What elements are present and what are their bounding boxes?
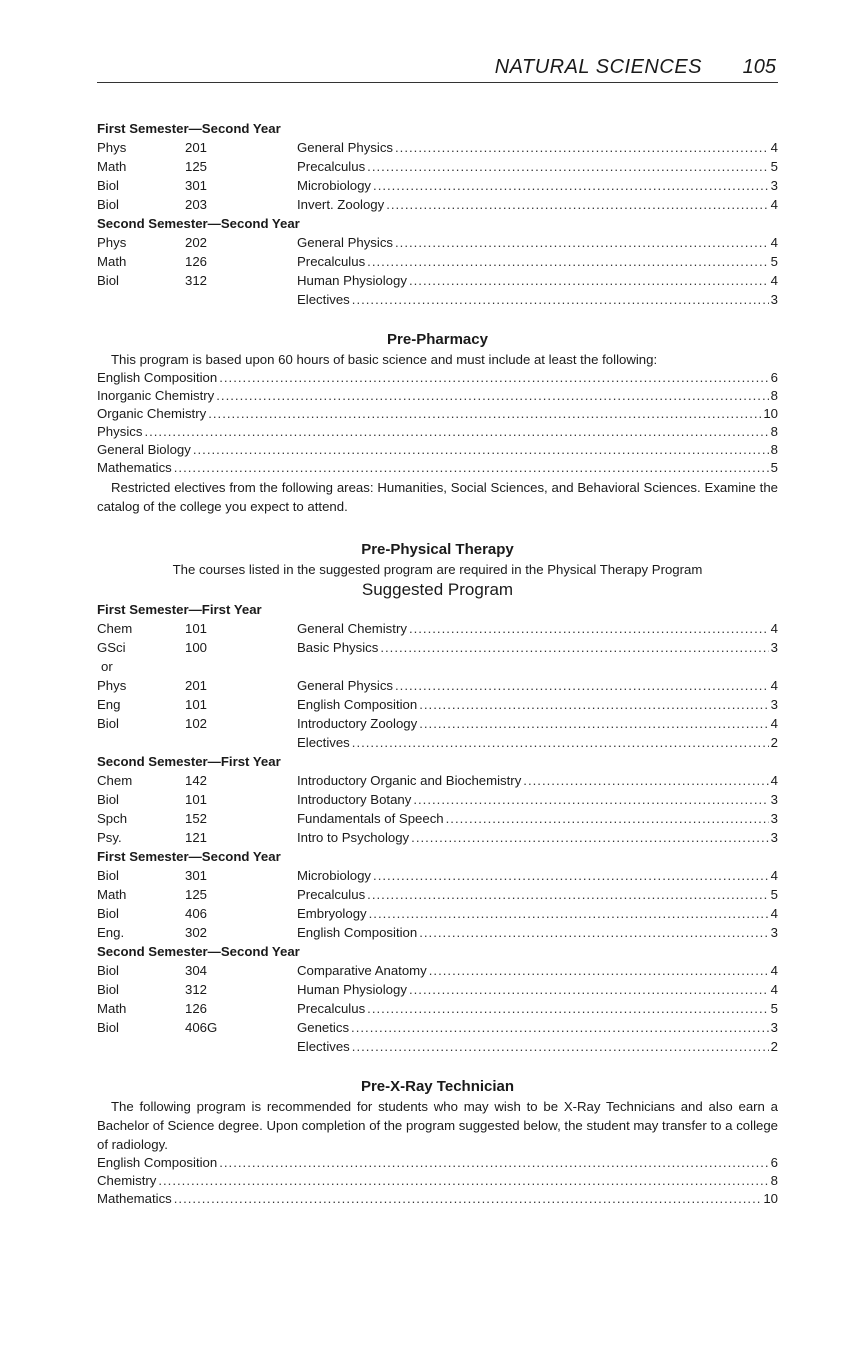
dot-leader [411,828,769,847]
credit-hours: 8 [770,1173,778,1188]
course-row [97,176,778,195]
requirement-row [97,369,778,387]
credit-hours: 4 [770,235,778,250]
semester-heading: First Semester—First Year [97,602,262,617]
dot-leader [373,176,769,195]
course-title: English Composition [297,925,418,940]
course-title: Precalculus [297,254,366,269]
course-number: 312 [185,982,208,997]
course-title: Comparative Anatomy [297,963,427,978]
credit-hours: 3 [770,925,778,940]
dot-leader [409,619,769,638]
course-title: Human Physiology [297,273,407,288]
credit-hours: 4 [770,197,778,212]
credit-hours: 5 [770,887,778,902]
credit-hours: 4 [770,963,778,978]
course-number: 121 [185,830,208,845]
course-row [97,771,778,790]
course-subject: Biol [97,1020,119,1035]
course-subject: Eng. [97,925,125,940]
dot-leader [219,369,768,387]
course-title: Basic Physics [297,640,379,655]
dot-leader [419,923,768,942]
course-subject: Biol [97,982,119,997]
course-subject: Biol [97,273,119,288]
course-title: General Biology [97,442,191,457]
credit-hours: 5 [770,159,778,174]
course-subject: Biol [97,868,119,883]
credit-hours: 3 [770,811,778,826]
credit-hours: 4 [770,868,778,883]
course-subject: Biol [97,906,119,921]
credit-hours: 10 [763,1191,778,1206]
course-title: General Physics [297,140,394,155]
course-row [97,233,778,252]
course-row [97,619,778,638]
credit-hours: 2 [770,1039,778,1054]
course-row [97,714,778,733]
credit-hours: 3 [770,697,778,712]
dot-leader [395,138,769,157]
semester-heading: Second Semester—Second Year [97,944,300,959]
credit-hours: 4 [770,982,778,997]
course-number: 301 [185,868,208,883]
dot-leader [395,676,769,695]
course-number: 125 [185,887,208,902]
course-row [97,885,778,904]
course-number: 301 [185,178,208,193]
course-title: Introductory Organic and Biochemistry [297,773,522,788]
dot-leader [446,809,769,828]
dot-leader [352,290,769,309]
section-intro: The courses listed in the suggested program are required in the Physical Therapy Program [172,562,703,577]
dot-leader [352,1037,769,1056]
course-number: 201 [185,678,208,693]
dot-leader [419,714,768,733]
credit-hours: 3 [770,1020,778,1035]
dot-leader [208,405,761,423]
course-title: General Chemistry [297,621,407,636]
dot-leader [523,771,768,790]
credit-hours: 4 [770,773,778,788]
credit-hours: 8 [770,424,778,439]
course-subject: Chem [97,621,133,636]
course-subject: Math [97,887,127,902]
credit-hours: 8 [770,388,778,403]
course-row [97,809,778,828]
course-row [97,195,778,214]
or-label: or [101,659,113,674]
course-row [97,866,778,885]
course-row [97,252,778,271]
course-number: 100 [185,640,208,655]
requirement-row [97,387,778,405]
section-intro: This program is based upon 60 hours of basic science and must include at least the following: [111,352,658,367]
course-number: 406G [185,1020,218,1035]
course-subject: Math [97,254,127,269]
credit-hours: 10 [763,406,778,421]
course-number: 302 [185,925,208,940]
course-title: Mathematics [97,1191,172,1206]
course-row [97,961,778,980]
credit-hours: 4 [770,678,778,693]
course-row [97,1018,778,1037]
course-title: Electives [297,1039,350,1054]
course-number: 202 [185,235,208,250]
course-number: 126 [185,1001,208,1016]
course-title: Human Physiology [297,982,407,997]
semester-heading: Second Semester—First Year [97,754,281,769]
course-subject: Biol [97,178,119,193]
course-subject: Chem [97,773,133,788]
course-number: 142 [185,773,208,788]
course-title: Introductory Zoology [297,716,418,731]
course-number: 406 [185,906,208,921]
semester-heading: First Semester—Second Year [97,121,281,136]
dot-leader [193,441,769,459]
dot-leader [413,790,768,809]
course-subject: Biol [97,197,119,212]
course-title: Precalculus [297,159,366,174]
course-subject: Phys [97,678,127,693]
dot-leader [395,233,769,252]
course-row [97,999,778,1018]
credit-hours: 5 [770,460,778,475]
course-number: 101 [185,792,208,807]
requirement-row [97,423,778,441]
course-row [97,290,778,309]
course-title: Mathematics [97,460,172,475]
dot-leader [158,1172,768,1190]
course-title: General Physics [297,235,394,250]
credit-hours: 2 [770,735,778,750]
dot-leader [367,157,768,176]
dot-leader [369,904,769,923]
dot-leader [367,999,768,1018]
course-subject: Math [97,159,127,174]
dot-leader [219,1154,768,1172]
requirement-row [97,1154,778,1172]
course-subject: Math [97,1001,127,1016]
section-title: NATURAL SCIENCES [494,56,702,78]
credit-hours: 8 [770,442,778,457]
course-subject: Phys [97,235,127,250]
course-title: Electives [297,735,350,750]
course-title: Intro to Psychology [297,830,410,845]
course-row [97,1037,778,1056]
course-row [97,904,778,923]
course-number: 304 [185,963,208,978]
course-row [97,638,778,657]
pre-xray-section [97,1076,778,1208]
requirement-row [97,441,778,459]
dot-leader [373,866,769,885]
course-subject: GSci [97,640,126,655]
course-number: 152 [185,811,208,826]
course-row [97,733,778,752]
course-row [97,157,778,176]
course-title: Genetics [297,1020,350,1035]
dot-leader [419,695,768,714]
requirement-row [97,1190,778,1208]
dot-leader [216,387,768,405]
course-number: 102 [185,716,208,731]
credit-hours: 4 [770,621,778,636]
dot-leader [429,961,769,980]
course-subject: Biol [97,963,119,978]
course-number: 203 [185,197,208,212]
credit-hours: 4 [770,716,778,731]
course-subject: Biol [97,792,119,807]
course-title: Microbiology [297,178,372,193]
course-title: Inorganic Chemistry [97,388,215,403]
requirement-row [97,1172,778,1190]
course-title: Precalculus [297,1001,366,1016]
section-heading: Pre-Pharmacy [387,331,488,348]
course-title: English Composition [97,1155,218,1170]
course-row [97,828,778,847]
course-row [97,271,778,290]
credit-hours: 3 [770,830,778,845]
credit-hours: 3 [770,292,778,307]
credit-hours: 6 [770,370,778,385]
dot-leader [351,1018,769,1037]
course-row [97,695,778,714]
section-heading: Pre-X-Ray Technician [360,1078,515,1095]
section-subtitle: Suggested Program [361,580,514,599]
course-title: Organic Chemistry [97,406,207,421]
dot-leader [144,423,768,441]
course-title: Chemistry [97,1173,157,1188]
dot-leader [352,733,769,752]
credit-hours: 4 [770,906,778,921]
course-title: Invert. Zoology [297,197,385,212]
course-row [97,138,778,157]
course-row [97,676,778,695]
dot-leader [380,638,768,657]
course-subject: Phys [97,140,127,155]
dot-leader [174,459,769,477]
course-title: Embryology [297,906,367,921]
course-title: Electives [297,292,350,307]
credit-hours: 6 [770,1155,778,1170]
course-row [97,923,778,942]
course-subject: Biol [97,716,119,731]
course-title: Precalculus [297,887,366,902]
requirement-row [97,459,778,477]
dot-leader [367,252,768,271]
course-title: English Composition [97,370,218,385]
pre-med-continuation [97,119,778,309]
course-title: General Physics [297,678,394,693]
pre-physical-therapy-section [97,539,778,1056]
semester-heading: First Semester—Second Year [97,849,281,864]
pre-pharmacy-section [97,329,778,516]
dot-leader [386,195,768,214]
dot-leader [409,271,769,290]
credit-hours: 5 [770,254,778,269]
credit-hours: 3 [770,178,778,193]
course-subject: Eng [97,697,121,712]
dot-leader [367,885,768,904]
credit-hours: 3 [770,792,778,807]
section-note: Restricted electives from the following areas: Humanities, Social Sciences, and Behavioral Sciences. Examine the catalog of the college you expect to attend. [97,480,778,514]
course-number: 201 [185,140,208,155]
dot-leader [409,980,769,999]
requirement-row [97,405,778,423]
semester-heading: Second Semester—Second Year [97,216,300,231]
course-number: 125 [185,159,208,174]
course-title: Physics [97,424,143,439]
credit-hours: 5 [770,1001,778,1016]
course-row [97,790,778,809]
course-title: Microbiology [297,868,372,883]
course-subject: Psy. [97,830,122,845]
course-number: 101 [185,621,208,636]
page-header [97,54,778,83]
dot-leader [174,1190,762,1208]
course-row [97,980,778,999]
course-subject: Spch [97,811,128,826]
course-title: Fundamentals of Speech [297,811,444,826]
course-number: 312 [185,273,208,288]
course-number: 126 [185,254,208,269]
section-heading: Pre-Physical Therapy [361,541,514,558]
course-title: Introductory Botany [297,792,412,807]
credit-hours: 3 [770,640,778,655]
course-title: English Composition [297,697,418,712]
credit-hours: 4 [770,273,778,288]
page-number: 105 [742,56,776,78]
credit-hours: 4 [770,140,778,155]
course-number: 101 [185,697,208,712]
section-intro: The following program is recommended for students who may wish to be X-Ray Technicians and also earn a Bachelor of Science degree. Upon completion of the program suggested below, the student may transfer to a college of radiology. [97,1099,778,1152]
